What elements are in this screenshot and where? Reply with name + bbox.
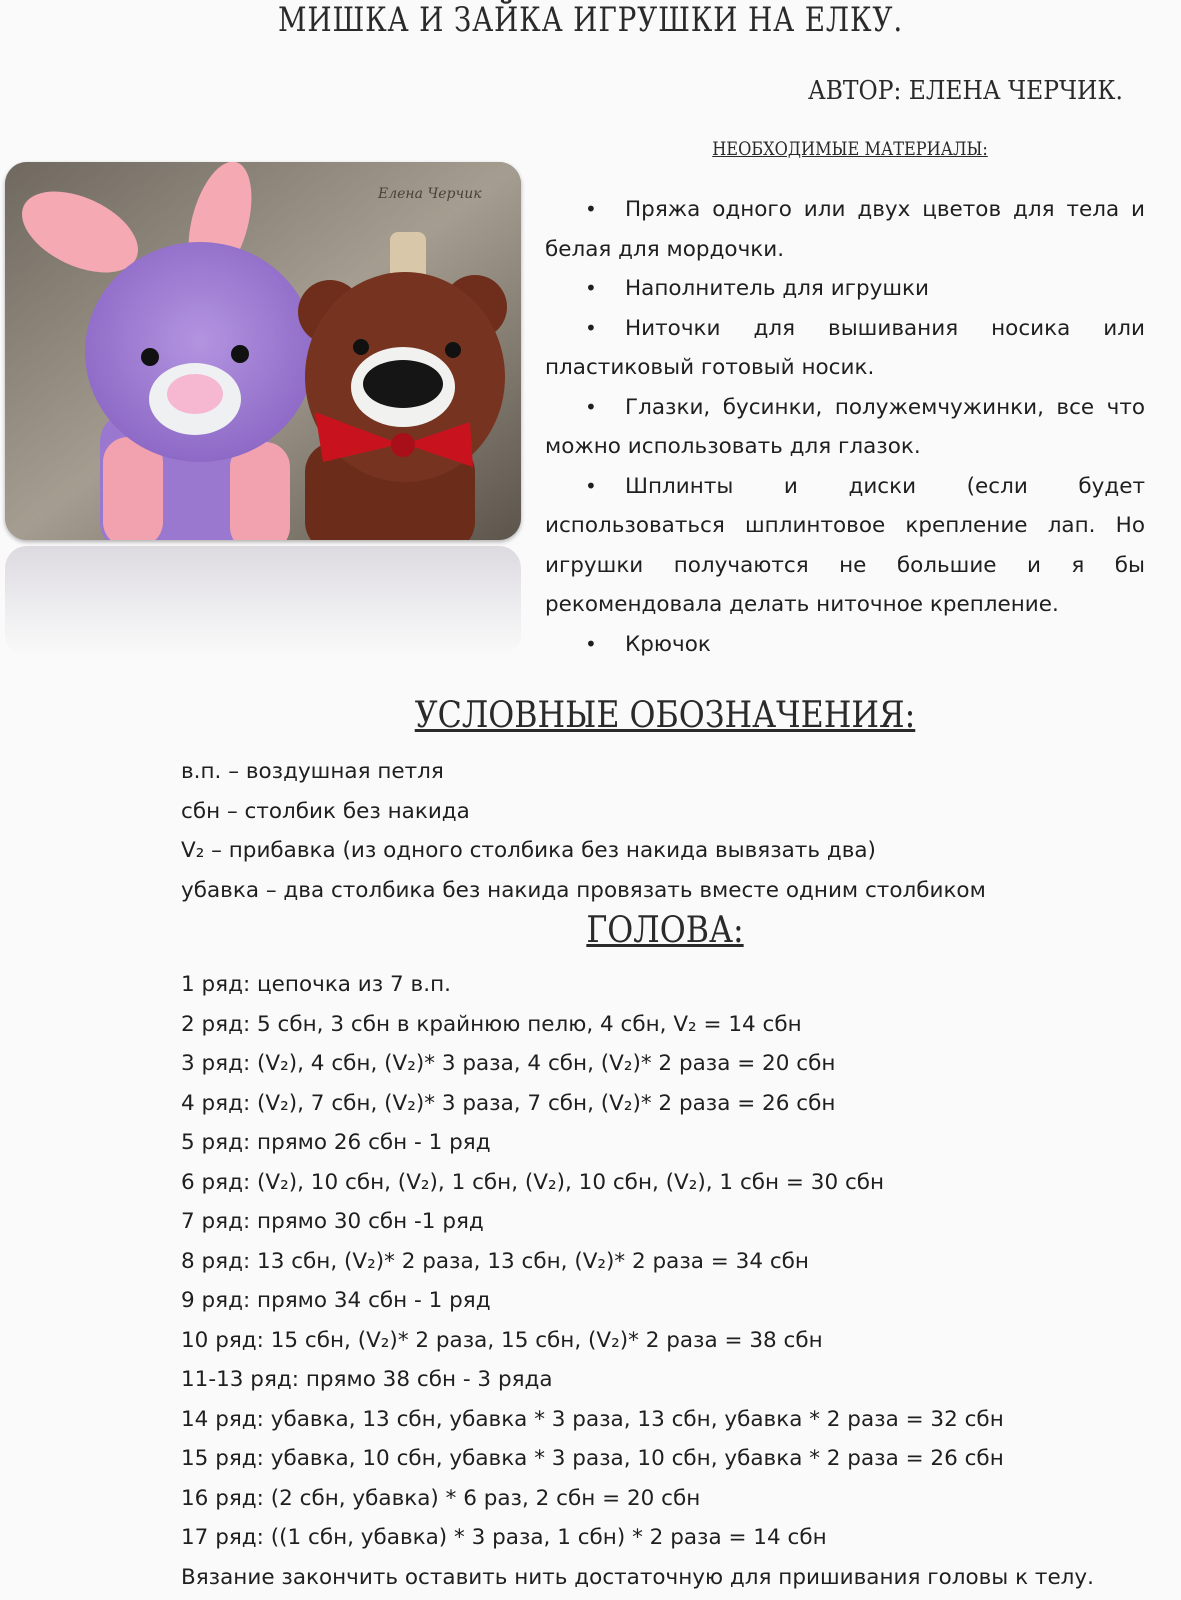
materials-heading: НЕОБХОДИМЫЕ МАТЕРИАЛЫ: [712,138,988,160]
pattern-row: 5 ряд: прямо 26 сбн - 1 ряд [181,1130,491,1155]
head-heading: ГОЛОВА: [586,910,744,951]
pattern-row: 17 ряд: ((1 сбн, убавка) * 3 раза, 1 сбн) * 2 раза = 14 сбн [181,1525,827,1550]
legend-list [181,752,986,910]
head-rows [181,965,1161,1597]
legend-item: в.п. – воздушная петля [181,759,444,784]
pattern-row: 9 ряд: прямо 34 сбн - 1 ряд [181,1288,491,1313]
legend-item: сбн – столбик без накида [181,798,470,824]
bunny-arm-right [230,442,290,540]
pattern-row: 7 ряд: прямо 30 сбн -1 ряд [181,1209,484,1234]
materials-item: • Шплинты и диски (если будет использоваться шплинтовое крепление лап. Но игрушки получаются не большие и я бы рекомендовала делать ниточное крепление. [545,467,1145,625]
author-line: АВТОР: ЕЛЕНА ЧЕРЧИК. [808,76,1123,106]
materials-item: • Глазки, бусинки, полужемчужинки, все что можно использовать для глазок. [545,388,1145,467]
bunny-eye [141,348,159,366]
pattern-row: 15 ряд: убавка, 10 сбн, убавка * 3 раза, 10 сбн, убавка * 2 раза = 26 сбн [181,1446,1004,1471]
materials-list [545,190,1145,664]
photo-reflection [5,546,521,656]
bunny-eye [231,345,249,363]
legend-heading: УСЛОВНЫЕ ОБОЗНАЧЕНИЯ: [414,695,916,736]
bear-eye [445,342,461,358]
materials-item: • Наполнитель для игрушки [545,269,1145,309]
pattern-row: 3 ряд: (V₂), 4 сбн, (V₂)* 3 раза, 4 сбн, (V₂)* 2 раза = 20 сбн [181,1051,836,1076]
pattern-row: 6 ряд: (V₂), 10 сбн, (V₂), 1 сбн, (V₂), 10 сбн, (V₂), 1 сбн = 30 сбн [181,1169,885,1195]
materials-item: • Ниточки для вышивания носика или пластиковый готовый носик. [545,309,1145,388]
materials-item: • Пряжа одного или двух цветов для тела и белая для мордочки. [545,190,1145,269]
pattern-row: 2 ряд: 5 сбн, 3 сбн в крайнюю пелю, 4 сбн, V₂ = 14 сбн [181,1011,802,1037]
pattern-row: 1 ряд: цепочка из 7 в.п. [181,972,451,997]
bear-eye [353,339,369,355]
toys-illustration [5,162,521,540]
toys-photo [5,162,521,540]
legend-item: V₂ – прибавка (из одного столбика без накида вывязать два) [181,838,876,863]
photo-watermark: Елена Черчик [378,186,482,202]
page-title: МИШКА И ЗАЙКА ИГРУШКИ НА ЕЛКУ. [277,0,904,40]
legend-item: убавка – два столбика без накида провязать вместе одним столбиком [181,877,986,903]
pattern-row: 8 ряд: 13 сбн, (V₂)* 2 раза, 13 сбн, (V₂)* 2 раза = 34 сбн [181,1248,809,1274]
pattern-row: 11-13 ряд: прямо 38 сбн - 3 ряда [181,1367,553,1392]
pattern-row: 4 ряд: (V₂), 7 сбн, (V₂)* 3 раза, 7 сбн, (V₂)* 2 раза = 26 сбн [181,1090,836,1116]
pattern-row: 14 ряд: убавка, 13 сбн, убавка * 3 раза, 13 сбн, убавка * 2 раза = 32 сбн [181,1406,1004,1432]
bear-nose [363,360,443,408]
pattern-row: Вязание закончить оставить нить достаточную для пришивания головы к телу. [181,1564,1094,1590]
pattern-row: 16 ряд: (2 сбн, убавка) * 6 раз, 2 сбн = 20 сбн [181,1485,701,1511]
materials-item: • Крючок [545,625,1145,665]
pattern-row: 10 ряд: 15 сбн, (V₂)* 2 раза, 15 сбн, (V₂)* 2 раза = 38 сбн [181,1327,823,1353]
